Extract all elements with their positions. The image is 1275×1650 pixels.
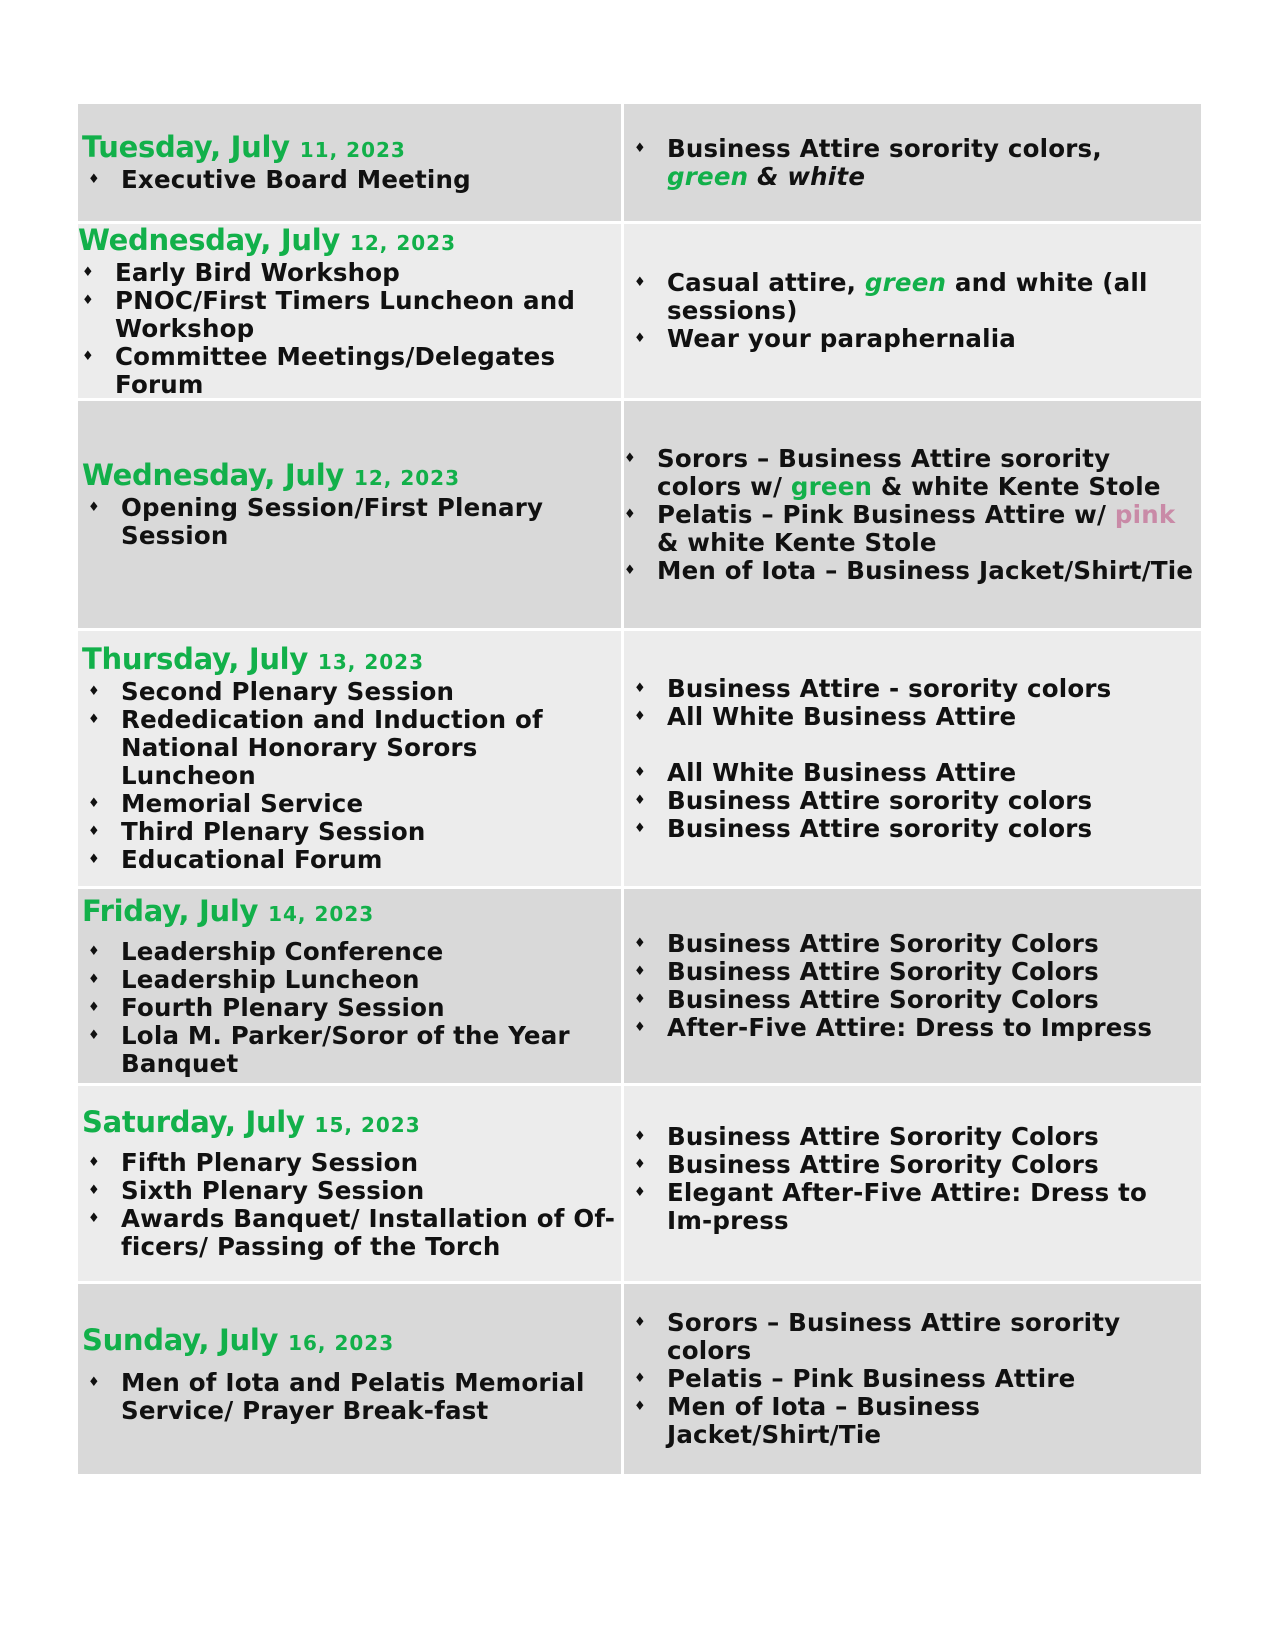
diamond-bullet-icon: ♦ bbox=[88, 1211, 100, 1226]
diamond-bullet-icon: ♦ bbox=[82, 292, 94, 308]
diamond-bullet-icon: ♦ bbox=[88, 1183, 100, 1198]
diamond-bullet-icon: ♦ bbox=[88, 712, 100, 727]
event-item: ♦ Lola M. Parker/Soror of the Year Banquet bbox=[88, 1020, 570, 1078]
attire-item: ♦ Sorors – Business Attire sorority colors bbox=[634, 1308, 1121, 1365]
diamond-bullet-icon: ♦ bbox=[634, 964, 646, 979]
event-item: ♦ Committee Meetings/Delegates Forum bbox=[82, 341, 556, 399]
event-item: ♦ Men of Iota and Pelatis Memorial Service/ Prayer Break-fast bbox=[88, 1367, 585, 1425]
attire-item: ♦ All White Business Attire bbox=[634, 757, 1017, 787]
diamond-bullet-icon: ♦ bbox=[634, 331, 646, 346]
diamond-bullet-icon: ♦ bbox=[88, 824, 100, 839]
event-item: ♦ Memorial Service bbox=[88, 789, 364, 818]
schedule-row bbox=[78, 224, 1201, 401]
attire-item: ♦ Business Attire sorority colors bbox=[634, 785, 1093, 815]
diamond-bullet-icon: ♦ bbox=[634, 992, 646, 1007]
day-heading: Sunday, July 16, 2023 bbox=[82, 1322, 395, 1357]
attire-cell bbox=[624, 1284, 1201, 1474]
attire-cell bbox=[624, 224, 1201, 398]
day-heading: Tuesday, July 11, 2023 bbox=[82, 130, 406, 164]
event-item: ♦ Leadership Luncheon bbox=[88, 964, 420, 994]
diamond-bullet-icon: ♦ bbox=[82, 264, 94, 280]
attire-cell bbox=[624, 104, 1201, 221]
diamond-bullet-icon: ♦ bbox=[82, 348, 94, 364]
diamond-bullet-icon: ♦ bbox=[634, 1315, 646, 1330]
event-item: ♦ Leadership Conference bbox=[88, 936, 444, 966]
diamond-bullet-icon: ♦ bbox=[88, 943, 100, 959]
event-list bbox=[82, 494, 621, 550]
attire-item: ♦ Men of Iota – Business Jacket/Shirt/Tie bbox=[634, 1392, 981, 1449]
attire-list bbox=[618, 445, 1195, 585]
attire-cell bbox=[624, 401, 1201, 628]
day-heading: Wednesday, July 12, 2023 bbox=[82, 458, 461, 492]
attire-item: ♦ Elegant After-Five Attire: Dress to Im-press bbox=[634, 1177, 1148, 1235]
diamond-bullet-icon: ♦ bbox=[634, 1156, 646, 1172]
attire-cell bbox=[624, 1086, 1201, 1281]
diamond-bullet-icon: ♦ bbox=[634, 820, 646, 836]
diamond-bullet-icon: ♦ bbox=[88, 999, 100, 1015]
event-item: ♦ Sixth Plenary Session bbox=[88, 1176, 425, 1205]
attire-item: ♦ Business Attire - sorority colors bbox=[634, 673, 1112, 703]
attire-list bbox=[628, 269, 1195, 353]
schedule-row bbox=[78, 1086, 1201, 1284]
diamond-bullet-icon: ♦ bbox=[88, 971, 100, 987]
diamond-bullet-icon: ♦ bbox=[88, 852, 100, 867]
event-item: ♦ Second Plenary Session bbox=[88, 677, 455, 706]
event-item: ♦ PNOC/First Timers Luncheon and Workshop bbox=[82, 285, 576, 343]
attire-item: ♦ Business Attire sorority colors, green & white bbox=[634, 133, 1102, 191]
diamond-bullet-icon: ♦ bbox=[634, 140, 646, 156]
event-item: ♦ Executive Board Meeting bbox=[88, 165, 471, 194]
event-list bbox=[82, 1149, 621, 1261]
event-list bbox=[76, 259, 621, 399]
attire-item: ♦ Wear your paraphernalia bbox=[634, 324, 1017, 353]
attire-item: ♦ Business Attire Sorority Colors bbox=[634, 1149, 1099, 1179]
event-item: ♦ Opening Session/First Plenary Session bbox=[88, 493, 544, 550]
attire-list bbox=[628, 135, 1195, 191]
event-item: ♦ Educational Forum bbox=[88, 845, 383, 874]
schedule-row bbox=[78, 1284, 1201, 1474]
schedule-row bbox=[78, 889, 1201, 1086]
diamond-bullet-icon: ♦ bbox=[634, 1371, 646, 1386]
attire-item: ♦ Pelatis – Pink Business Attire bbox=[634, 1364, 1076, 1393]
schedule-table bbox=[78, 104, 1201, 1474]
attire-spacer bbox=[628, 731, 1195, 759]
day-cell bbox=[78, 104, 621, 221]
diamond-bullet-icon: ♦ bbox=[88, 500, 100, 515]
diamond-bullet-icon: ♦ bbox=[88, 172, 100, 187]
diamond-bullet-icon: ♦ bbox=[634, 1020, 646, 1035]
diamond-bullet-icon: ♦ bbox=[88, 1027, 100, 1043]
event-list bbox=[82, 938, 621, 1078]
event-item: ♦ Fourth Plenary Session bbox=[88, 992, 445, 1022]
attire-item: ♦ Pelatis – Pink Business Attire w/ pink & white Kente Stole bbox=[624, 499, 1176, 557]
diamond-bullet-icon: ♦ bbox=[634, 792, 646, 808]
attire-list bbox=[628, 930, 1195, 1042]
diamond-bullet-icon: ♦ bbox=[88, 1155, 100, 1170]
event-item: ♦ Rededication and Induction of National Honorary Sorors Luncheon bbox=[88, 705, 543, 790]
diamond-bullet-icon: ♦ bbox=[624, 450, 636, 466]
attire-item: ♦ All White Business Attire bbox=[634, 701, 1017, 731]
day-heading: Saturday, July 15, 2023 bbox=[82, 1105, 421, 1139]
attire-item: ♦ Casual attire, green and white (all sessions) bbox=[634, 268, 1148, 325]
event-list bbox=[82, 1369, 621, 1425]
attire-item: ♦ Business Attire Sorority Colors bbox=[634, 929, 1099, 958]
diamond-bullet-icon: ♦ bbox=[88, 684, 100, 699]
attire-item: ♦ Business Attire Sorority Colors bbox=[634, 1121, 1099, 1151]
day-cell bbox=[78, 1284, 621, 1474]
diamond-bullet-icon: ♦ bbox=[634, 275, 646, 290]
diamond-bullet-icon: ♦ bbox=[624, 562, 636, 578]
event-item: ♦ Awards Banquet/ Installation of Of-ficers/ Passing of the Torch bbox=[88, 1204, 616, 1261]
attire-cell bbox=[624, 889, 1201, 1083]
diamond-bullet-icon: ♦ bbox=[634, 1184, 646, 1200]
schedule-row bbox=[78, 401, 1201, 631]
day-cell bbox=[78, 401, 621, 628]
attire-item: ♦ Business Attire sorority colors bbox=[634, 813, 1093, 843]
day-cell bbox=[78, 889, 621, 1083]
day-cell bbox=[78, 631, 621, 886]
day-cell bbox=[78, 224, 621, 398]
diamond-bullet-icon: ♦ bbox=[88, 796, 100, 811]
attire-item: ♦ Business Attire Sorority Colors bbox=[634, 985, 1099, 1014]
schedule-row bbox=[78, 104, 1201, 224]
schedule-row bbox=[78, 631, 1201, 889]
attire-item: ♦ After-Five Attire: Dress to Impress bbox=[634, 1013, 1153, 1042]
day-heading: Thursday, July 13, 2023 bbox=[82, 642, 424, 676]
diamond-bullet-icon: ♦ bbox=[88, 1374, 100, 1390]
attire-list bbox=[628, 1309, 1195, 1449]
day-heading: Friday, July 14, 2023 bbox=[82, 893, 375, 928]
attire-item: ♦ Sorors – Business Attire sorority colors w/ green & white Kente Stole bbox=[624, 443, 1161, 501]
attire-list bbox=[628, 675, 1195, 843]
event-list bbox=[82, 678, 621, 874]
day-cell bbox=[78, 1086, 621, 1281]
attire-list bbox=[628, 1123, 1195, 1235]
diamond-bullet-icon: ♦ bbox=[634, 1399, 646, 1414]
diamond-bullet-icon: ♦ bbox=[634, 680, 646, 696]
attire-item: ♦ Men of Iota – Business Jacket/Shirt/Tie bbox=[624, 555, 1194, 585]
diamond-bullet-icon: ♦ bbox=[624, 506, 636, 522]
attire-item: ♦ Business Attire Sorority Colors bbox=[634, 957, 1099, 986]
attire-cell bbox=[624, 631, 1201, 886]
diamond-bullet-icon: ♦ bbox=[634, 708, 646, 724]
event-item: ♦ Early Bird Workshop bbox=[82, 257, 401, 287]
diamond-bullet-icon: ♦ bbox=[634, 936, 646, 951]
event-item: ♦ Third Plenary Session bbox=[88, 817, 426, 846]
event-item: ♦ Fifth Plenary Session bbox=[88, 1148, 419, 1177]
event-list bbox=[82, 166, 621, 194]
diamond-bullet-icon: ♦ bbox=[634, 1128, 646, 1144]
diamond-bullet-icon: ♦ bbox=[634, 764, 646, 780]
day-heading: Wednesday, July 12, 2023 bbox=[78, 222, 457, 257]
